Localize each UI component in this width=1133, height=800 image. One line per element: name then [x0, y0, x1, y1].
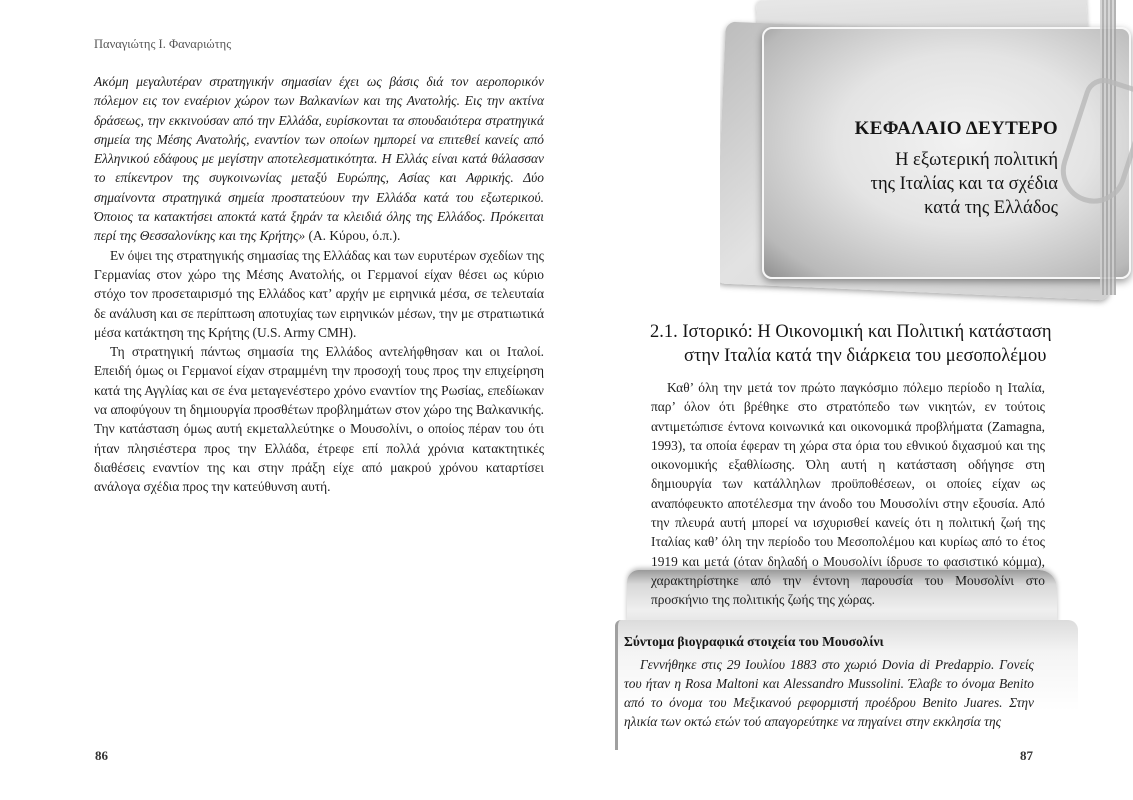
quote-paragraph [94, 72, 544, 246]
chapter-title-line: κατά της Ελλάδος [924, 198, 1058, 218]
bio-paragraph: Γεννήθηκε στις 29 Ιουλίου 1883 στο χωριό Dovia di Predappio. Γονείς του ήταν η Rosa Maltoni και Alessandro Mussolini. Έλαβε το όνομα Benito από το όνομα του Μεξικανού ρεφορμιστή προέδρου Benito Juares. Στην ηλικία των οκτώ ετών τού απαγορεύτηκε να πηγαίνει στην εκκλησία της [624, 657, 1034, 729]
chapter-title [798, 148, 1058, 220]
page-number-right: 87 [1020, 748, 1033, 763]
quote-citation: (Α. Κύρου, ό.π.). [305, 228, 401, 244]
chapter-title-line: Η εξωτερική πολιτική [895, 150, 1058, 170]
body-paragraph: Εν όψει της στρατηγικής σημασίας της Ελλάδας και των ευρυτέρων σχεδίων της Γερμανίας στον χώρο της Μέσης Ανατολής, οι Γερμανοί είχαν θέσει ως κύριο στόχο τον προσεταιρισμό της Ελλάδος κατ’ αρχήν με ειρηνικά μέσα, σε τελευταία δε ανάλυση και σε περίπτωση αποτυχίας των ειρηνικών μέσων, την με στρατιωτικά μέσα κατάκτηση της Κρήτης (U.S. Army CMH). [94, 247, 544, 340]
body-paragraph: Τη στρατηγική πάντως σημασία της Ελλάδος αντελήφθησαν και οι Ιταλοί. Επειδή όμως οι Γερμανοί είχαν στραμμένη την προσοχή τους προς την επιχείρηση κατά της Αγγλίας και σε ένα μεταγενέστερο χρόνο εναντίον της Ρωσίας, επεδίωκαν να αποφύγουν τη δημιουργία προσθέτων προβλημάτων στον χώρο της Βαλκανικής. Την κατάσταση όμως αυτή εκμεταλλεύτηκε ο Μουσολίνι, ο οποίος πέραν του ότι ήταν πλησιέστερα προς την Ελλάδα, έτρεφε επί πολλά χρόνια κατακτητικές διαθέσεις εναντίον της και στην πράξη είχε από μακρού χρόνου καταρτίσει ανάλογα σχέδια προς την κατεύθυνση αυτή. [94, 344, 544, 495]
running-head-author: Παναγιώτης Ι. Φαναριώτης [94, 37, 232, 51]
body-paragraph: Καθ’ όλη την μετά τον πρώτο παγκόσμιο πόλεμο περίοδο η Ιταλία, παρ’ όλον ότι βρέθηκε στο στρατόπεδο των νικητών, εν τούτοις αντιμετώπισε έντονα κοινωνικά και οικονομικά προβλήματα (Zamagna, 1993), τα οποία έφεραν τη χώρα στα όρια του εθνικού διχασμού και της οικονομικής εξαθλίωσης. Όλη αυτή η κατάσταση οδήγησε στη δημιουργία των κατάλληλων προϋποθέσεων, οι οποίες είχαν ως αναπόφευκτο αποτέλεσμα την άνοδο του Μουσολίνι στην εξουσία. Από την πλευρά αυτή μπορεί να ισχυρισθεί κανείς ότι η πολιτική ζωή της Ιταλίας καθ’ όλη την περίοδο του Μεσοπολέμου και κυρίως από το έτος 1919 και μετά (όταν δηλαδή ο Μουσολίνι ίδρυσε το φασιστικό κόμμα), χαρακτηρίστηκε από την έντονη παρουσία του Μουσολίνι στο προσκήνιο της πολιτικής ζωής της χώρας. [651, 380, 1045, 608]
bio-box-title: Σύντομα βιογραφικά στοιχεία του Μουσολίνι [624, 634, 884, 649]
section-heading-line: στην Ιταλία κατά την διάρκεια του μεσοπολέμου [684, 346, 1047, 366]
page-number-left: 86 [95, 748, 108, 763]
chapter-title-line: της Ιταλίας και τα σχέδια [870, 174, 1058, 194]
section-heading-line: 2.1. Ιστορικό: Η Οικονομική και Πολιτική κατάσταση [650, 322, 1052, 342]
left-page [0, 0, 566, 800]
quote-text: Ακόμη μεγαλυτέραν στρατηγικήν σημασίαν έχει ως βάσις διά τον αεροπορικόν πόλεμον εις τον εναέριον χώρον των Βαλκανίων και της Ανατολής. Εις την ακτίνα δράσεως, την εκκινούσαν από την Ελλάδα, ευρίσκονται τα σπουδαιότερα στρατηγικά σημεία της Μέσης Ανατολής, εναντίον των οποίων ημπορεί να επιτεθεί κανείς από Ελληνικού εδάφους με μεγίστην αποτελεσματικότητα. Η Ελλάς είναι κατά θάλασσαν το επίκεντρον της συγκοινωνίας μεταξύ Ευρώπης, Ασίας και Αφρικής. Δύο σημαίνοντα στρατηγικά σημεία προστατεύουν την Ελλάδα κατά του εξωτερικού. Όποιος τα κατακτήσει αποκτά κατά ξηράν τα κλειδιά όλης της Ελλάδος. Πρόκειται περί της Θεσσαλονίκης και της Κρήτης» [94, 74, 544, 244]
right-page-body [651, 378, 1045, 610]
chapter-label: ΚΕΦΑΛΑΙΟ ΔΕΥΤΕΡΟ [854, 118, 1058, 139]
left-page-body [94, 72, 544, 497]
bio-box-text [624, 655, 1034, 731]
section-heading [650, 320, 1070, 368]
